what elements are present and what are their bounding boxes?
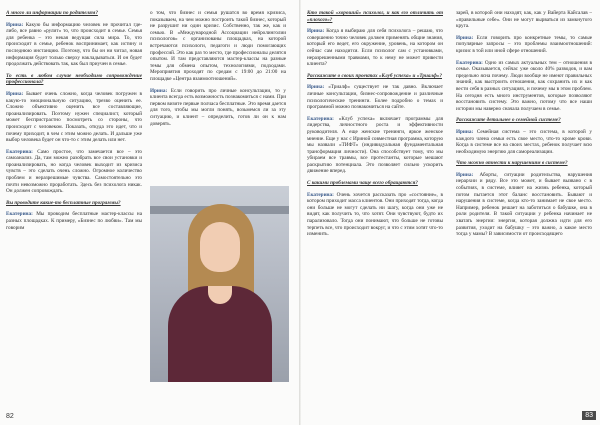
left-page xyxy=(0,0,299,425)
interview-answer xyxy=(307,84,443,110)
speaker-name: Ирина: xyxy=(307,28,325,35)
speaker-name: Екатерина: xyxy=(6,211,33,218)
speaker-name: Екатерина: xyxy=(307,191,334,198)
page-number-left: 82 xyxy=(6,413,14,420)
photo-face xyxy=(200,222,240,272)
interview-question: Кто такой «хороший» психолог, и как его отличить от «плохого»? xyxy=(307,10,443,23)
interview-question: Расскажите о своих проектах «Клуб успеха» и «Триалф»? xyxy=(307,72,442,79)
interview-answer xyxy=(150,88,286,128)
interview-answer xyxy=(307,28,443,68)
interview-answer xyxy=(6,91,142,144)
interview-answer xyxy=(456,172,592,238)
speaker-name: Ирина: xyxy=(456,128,474,135)
interview-question: То есть в любом случае необходимо сопровождение профессионала? xyxy=(6,72,142,86)
interview-question: Что можно отнести к нарушениям в системе? xyxy=(456,160,568,167)
paragraph: о том, что бизнес и семья рушатся во время кризиса, показываем, на чем можно построить такой бизнес, который не разрушит ни один кризис. Собственно, так же, как и семью. В «Международной Ассоциации нейролинголии психологов» с организованы площадках, на которой встречаются психологи, педагоги и люди помогающих профессий. Это как раз то место, где профессионалы делятся опытом. И там представляются мастер-классы на разные темы для обмена опытом, технологиями, подходами. Мероприятия проходят по средам с 19:00 до 21:00 на площадке «Центра взаимоотношений». xyxy=(150,10,286,82)
portrait-photo xyxy=(150,186,289,382)
answer-text: Бывает очень сложно, когда человек погружен в какую-то эмоциональную ситуацию, трезво оценить ее. Сложно объективно оценить все составляющие, проанализировать. Поэтому нужен специалист, который может беспристрастно посмотреть со стороны, что происходит с человеком. Показать, откуда это идет, что и почему приходит, в чем с этим можно делать. И дальше уже выбор человека будет он что-то с этим делать или нет. xyxy=(6,90,142,144)
right-column-1 xyxy=(307,10,443,415)
answer-text: Мы проводим бесплатные мастер-классы на разных площадках. К примеру, «Бизнес по любви». Там мы говорим xyxy=(6,211,142,231)
answer-text: Аборты, ситуации родительства, нарушения иерархии и ряду. Все это может, и бывает вызвано с в событиях, в системе, влияет на жизнь ребенка, который потом пытается этот баланс восстановить. Бывают и нарушения в системе, когда кто-то занимает не свое место. Например, ребенок решает на заботиться о бабушке, она в роли родителя. В такой ситуации у ребенка начинает не хватать энергии: энергия, которая должна идти для его развития, уходит на бабушку – это важно, а какое место тогда у мамы? В зависимости от происходящего xyxy=(456,171,592,238)
speaker-name: Ирина: xyxy=(6,21,24,28)
speaker-name: Ирина: xyxy=(456,34,474,41)
interview-answer xyxy=(307,116,443,175)
interview-question: Расскажите детальнее о семейной системе? xyxy=(456,117,561,124)
interview-answer xyxy=(6,149,142,195)
interview-question: А много ли информации по родителям? xyxy=(6,10,98,16)
answer-text: Когда я выбираю для себя психолога – решаю, что совершенно точно человек должен применять общие знания, который его ведет, его окружение, уровень, на котором он сейчас сам находится. Если психолог сам с установками, неразрешенными травмами, то к нему не может привести клиента? xyxy=(307,28,443,68)
right-column-2 xyxy=(456,10,592,415)
paragraph: зарей, в которой они находят, как, как у Вайерта Кайсалав – «правильные себе». Они не могут вырваться из замкнутого круга. xyxy=(456,10,592,30)
speaker-name: Екатерина: xyxy=(307,115,334,122)
answer-text: Очень хочется рассказать про «состояние», в котором приходит масса клиентов. Они приходят тогда, когда они больше не могут сделать ни шагу, когда они уже не видят, как получить то, что хотят. Они чувствуют, будто их парализовало. Тогда они понимают, что больше не готовы терпеть все, что происходит вокруг, и что с этим хотят что-то изменить. xyxy=(307,191,443,238)
interview-answer xyxy=(6,211,142,231)
answer-text: Если говорить про конкретные темы, то самые популярные запросы – это проблемы взаимоотношений: кризис в той или иной сфере отношений. xyxy=(456,34,592,54)
answer-text: Какую бы информацию человек не прочитал где-либо, все равно «рулит» то, что происходит в семье. Семья для ребенка – это некая ведущая сила мира. То, что происходит в семье, ребенок воспринимает, как истину и последнюю инстанцию. Поэтому, что бы он ни читал, новая информация будет только сверху накладываться. И он будет продолжать действовать так, как был приучен в семье. xyxy=(6,21,142,68)
interview-answer xyxy=(6,22,142,68)
interview-question: С какими проблемами чаще всего обращаются? xyxy=(307,180,418,187)
right-page xyxy=(301,0,600,425)
interview-answer xyxy=(307,192,443,238)
answer-text: «Клуб успеха» включает программы для лидерства, личностного роста и эффективности руководителя. А еще женские тренинги, яркое женское мнение. Еще у нас с Ириной совместная программа, которую мы назвали «ТИФТ» (индивидуальная фундаментальная трансформация личности). Она способствует тому, что мы убираем все травмы, все протестанты, которые мешают раскрытию потенциала. Это позволяет сильно ускорить движение вперед. xyxy=(307,115,443,175)
speaker-name: Ирина: xyxy=(6,90,24,97)
interview-question: Вы проводите какие-то бесплатные программы? xyxy=(6,199,121,206)
answer-text: Семейная система – это система, в которой у каждого члена семьи есть свое место, что-то кроме крови. Когда в системе все на своих местах, ребенок получает всю необходимую энергию для самореализации. xyxy=(456,128,592,155)
answer-text: Само простое, что замечается все – это самоанализ. Да, там можно разобрать все свои установки и проанализировать, но когда человек выходит из кризиса чувств – это сделать очень сложно. Огромное количество проблем и неразрешимые чувства. Самостоятельно это почти невозможно проработать. Здесь без психолога никак. Он должен сопровождать. xyxy=(6,148,142,195)
page-number-right: 83 xyxy=(582,411,596,420)
speaker-name: Ирина: xyxy=(150,87,168,94)
interview-answer xyxy=(456,35,592,55)
interview-answer xyxy=(456,60,592,113)
speaker-name: Екатерина: xyxy=(6,148,33,155)
answer-text: Одно из самых актуальных тем – отношения в семье. Оказывается, сейчас уже около 40% разводов, и вам предельно ясна почему. Люди вообще не имеют правильных знаний, как выстроить отношения, как сохранить их и как вести себя в разных ситуациях, и почему мы в этом проблем. На сегодня есть много инструментов, которые позволяют восстановить систему. Это важно, потому что все наши истории мы наверно сначала получаем в семье. xyxy=(456,59,592,112)
left-column-2 xyxy=(150,10,286,182)
answer-text: Если говорить про личные консультации, то у клиента всегда есть возможность познакомиться с нами. При первом визите первые полчаса бесплатные. Это время дается для того, чтобы мы могли понять, возьмемся ли за эту ситуацию, и клиент – определить, готов ли он к нам доверять. xyxy=(150,87,286,127)
speaker-name: Ирина: xyxy=(456,171,474,178)
answer-text: «Триалф» существует не так давно. Включает личные консультации, бизнес-сопровождение и различные психологические тренинги. Более подробно о темах и программой можно познакомиться на сайте. xyxy=(307,84,443,111)
speaker-name: Ирина: xyxy=(307,84,325,91)
left-column-1 xyxy=(6,10,142,236)
speaker-name: Екатерина: xyxy=(456,59,483,66)
interview-answer xyxy=(456,129,592,155)
